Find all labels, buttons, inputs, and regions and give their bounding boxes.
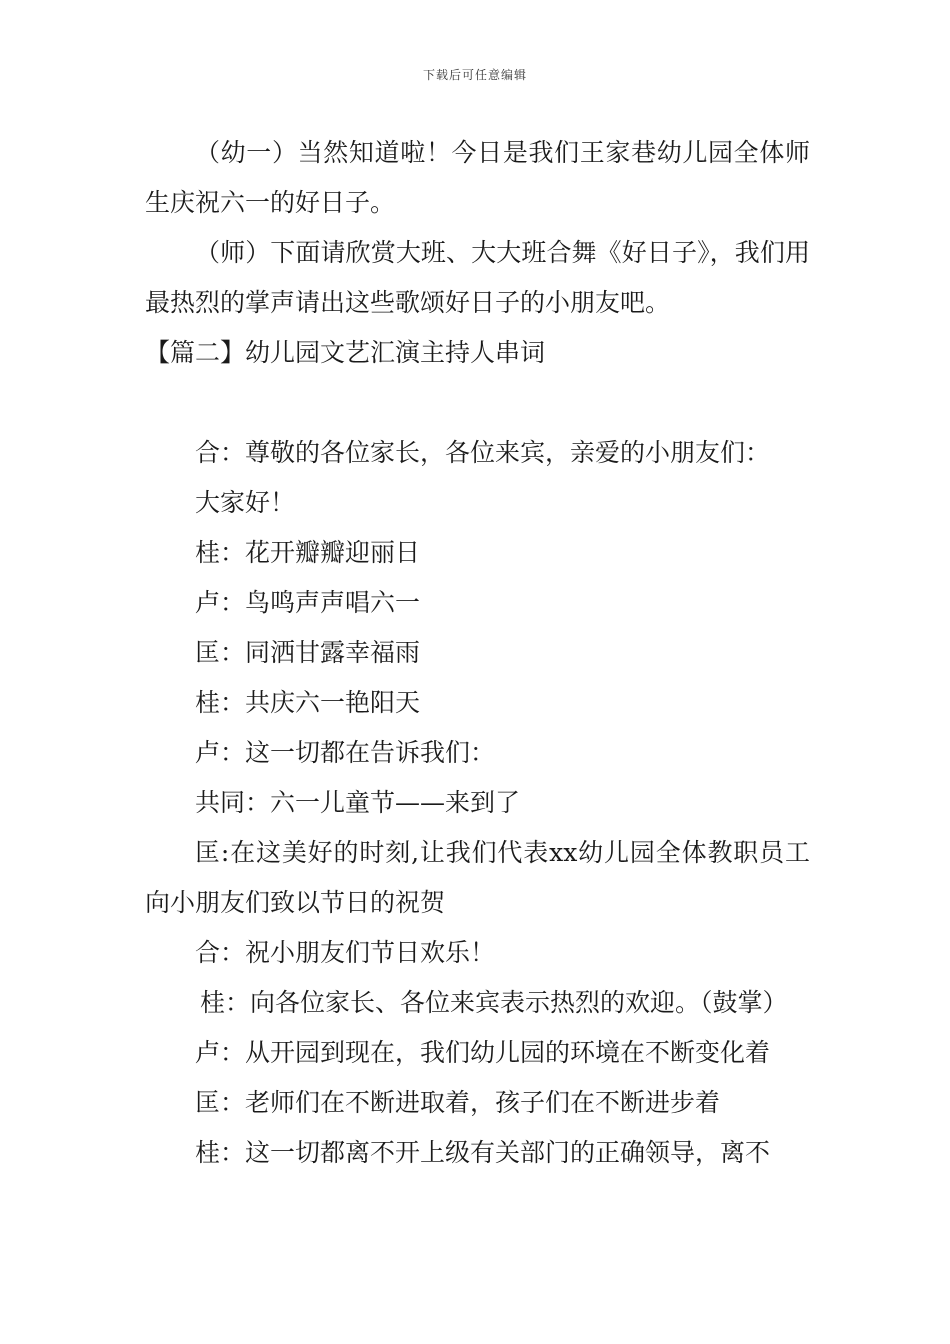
document-body bbox=[145, 128, 810, 1178]
blank-line bbox=[145, 378, 810, 428]
paragraph: （幼一）当然知道啦！今日是我们王家巷幼儿园全体师生庆祝六一的好日子。 bbox=[145, 138, 810, 217]
paragraph: 桂：花开瓣瓣迎丽日 bbox=[195, 538, 421, 567]
paragraph: 卢：从开园到现在，我们幼儿园的环境在不断变化着 bbox=[195, 1038, 771, 1067]
paragraph: 桂：这一切都离不开上级有关部门的正确领导，离不 bbox=[195, 1138, 771, 1167]
paragraph: 合：祝小朋友们节日欢乐！ bbox=[195, 938, 496, 967]
section-heading: 【篇二】幼儿园文艺汇演主持人串词 bbox=[145, 338, 546, 367]
paragraph: 匡:在这美好的时刻,让我们代表xx幼儿园全体教职员工向小朋友们致以节日的祝贺 bbox=[145, 838, 810, 917]
paragraph: 桂：共庆六一艳阳天 bbox=[195, 688, 421, 717]
paragraph: 卢：鸟鸣声声唱六一 bbox=[195, 588, 421, 617]
paragraph: 卢：这一切都在告诉我们： bbox=[195, 738, 496, 767]
paragraph: 桂：向各位家长、各位来宾表示热烈的欢迎。（鼓掌） bbox=[200, 988, 788, 1017]
paragraph: 匡：同洒甘露幸福雨 bbox=[195, 638, 421, 667]
paragraph: 匡：老师们在不断进取着，孩子们在不断进步着 bbox=[195, 1088, 721, 1117]
paragraph: 共同：六一儿童节——来到了 bbox=[195, 788, 521, 817]
paragraph: （师）下面请欣赏大班、大大班合舞《好日子》，我们用最热烈的掌声请出这些歌颂好日子的小朋友吧。 bbox=[145, 238, 810, 317]
page-header: 下载后可任意编辑 bbox=[422, 68, 527, 82]
paragraph: 大家好！ bbox=[195, 488, 296, 517]
paragraph: 合：尊敬的各位家长，各位来宾，亲爱的小朋友们： bbox=[195, 438, 771, 467]
